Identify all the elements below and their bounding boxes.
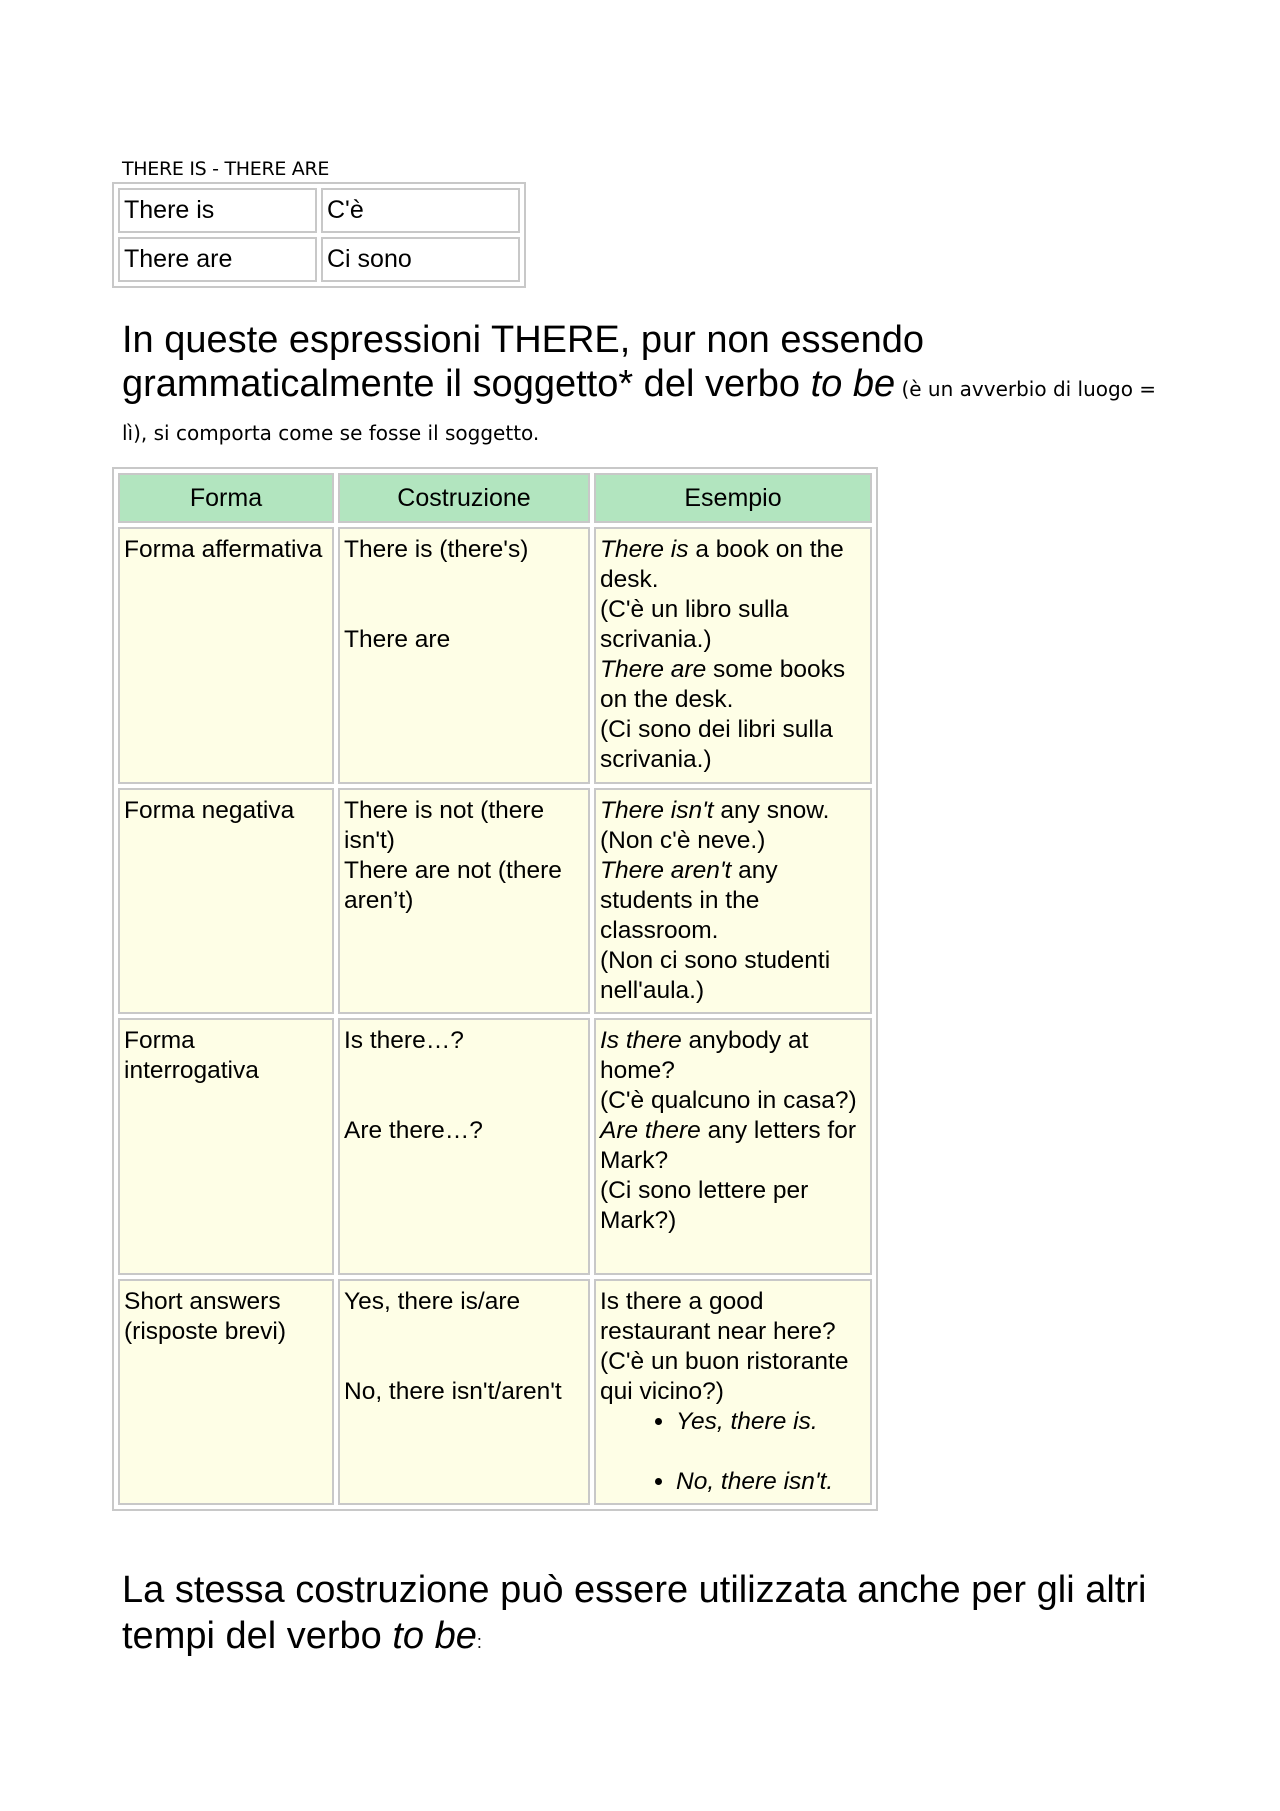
list-item: • No, there isn't. [676, 1467, 866, 1497]
example-translation: (Ci sono dei libri sulla scrivania.) [600, 716, 833, 773]
forma-cell: Forma interrogativa [118, 1018, 334, 1275]
list-item: • Yes, there is. [676, 1407, 866, 1437]
costruzione-line: Is there…? [344, 1027, 464, 1054]
costruzione-cell [338, 1018, 590, 1275]
example-translation: (Non c'è neve.) [600, 827, 766, 854]
esempio-cell [594, 1279, 872, 1505]
example-emphasis: There are [600, 656, 707, 683]
column-header: Forma [118, 473, 334, 523]
costruzione-line: No, there isn't/aren't [344, 1378, 562, 1405]
table-row [118, 1279, 872, 1505]
translation-table [112, 182, 526, 288]
spacer [344, 1056, 584, 1116]
forma-cell: Short answers (risposte brevi) [118, 1279, 334, 1505]
table-cell: There are [118, 237, 317, 282]
esempio-cell [594, 527, 872, 784]
example-text: anybody at home? [600, 1027, 809, 1084]
forma-cell: Forma negativa [118, 788, 334, 1014]
example-line [600, 796, 866, 826]
table-cell: There is [118, 188, 317, 233]
example-translation: (C'è qualcuno in casa?) [600, 1087, 857, 1114]
esempio-cell [594, 788, 872, 1014]
intro-emphasis: to be [810, 363, 896, 405]
costruzione-line: There are not (there aren’t) [344, 857, 562, 914]
example-line [600, 535, 866, 595]
example-emphasis: Are there [600, 1117, 701, 1144]
example-translation: (C'è un buon ristorante qui vicino?) [600, 1348, 849, 1405]
section-title: THERE IS - THERE ARE [122, 158, 330, 180]
table-cell: Ci sono [321, 237, 520, 282]
spacer [344, 565, 584, 625]
costruzione-cell [338, 1279, 590, 1505]
table-header-row [118, 473, 872, 523]
costruzione-line: There is not (there isn't) [344, 797, 545, 854]
grammar-table [112, 467, 878, 1511]
example-text: Is there a good restaurant near here? [600, 1288, 836, 1345]
example-emphasis: There aren't [600, 857, 732, 884]
example-text: some books on the desk. [600, 656, 846, 713]
example-text: any snow. [713, 797, 830, 824]
column-header: Esempio [594, 473, 872, 523]
closing-paragraph [122, 1567, 1182, 1665]
example-translation: (Ci sono lettere per Mark?) [600, 1177, 809, 1234]
example-line [600, 655, 866, 715]
costruzione-line: Are there…? [344, 1117, 483, 1144]
costruzione-cell [338, 788, 590, 1014]
table-row [118, 237, 520, 282]
table-row [118, 188, 520, 233]
intro-paragraph [122, 318, 1182, 450]
closing-emphasis: to be [392, 1615, 477, 1657]
example-emphasis: Is there [600, 1027, 682, 1054]
costruzione-line: There is (there's) [344, 536, 529, 563]
forma-cell: Forma affermativa [118, 527, 334, 784]
table-row [118, 788, 872, 1014]
example-line [600, 856, 866, 946]
table-row [118, 1018, 872, 1275]
answer-list [600, 1407, 866, 1497]
costruzione-cell [338, 527, 590, 784]
example-line [600, 1116, 866, 1176]
example-text: a book on the desk. [600, 536, 844, 593]
example-emphasis: There is [600, 536, 689, 563]
example-emphasis: There isn't [600, 797, 714, 824]
closing-colon: : [476, 1632, 482, 1652]
example-text: any letters for Mark? [600, 1117, 857, 1174]
example-text: any students in the classroom. [600, 857, 778, 944]
spacer [344, 1317, 584, 1377]
costruzione-line: Yes, there is/are [344, 1288, 521, 1315]
closing-text: La stessa costruzione può essere utilizzata anche per gli altri tempi del verbo [122, 1569, 1147, 1657]
example-line [600, 1026, 866, 1086]
costruzione-line: There are [344, 626, 451, 653]
esempio-cell [594, 1018, 872, 1275]
intro-text: In queste espressioni THERE, pur non essendo grammaticalmente il soggetto* del verbo [122, 319, 924, 405]
intro-note: (è un avverbio di luogo = lì), si comporta come se fosse il soggetto. [122, 377, 1157, 445]
table-cell: C'è [321, 188, 520, 233]
example-translation: (C'è un libro sulla scrivania.) [600, 596, 789, 653]
example-translation: (Non ci sono studenti nell'aula.) [600, 947, 831, 1004]
column-header: Costruzione [338, 473, 590, 523]
table-row [118, 527, 872, 784]
